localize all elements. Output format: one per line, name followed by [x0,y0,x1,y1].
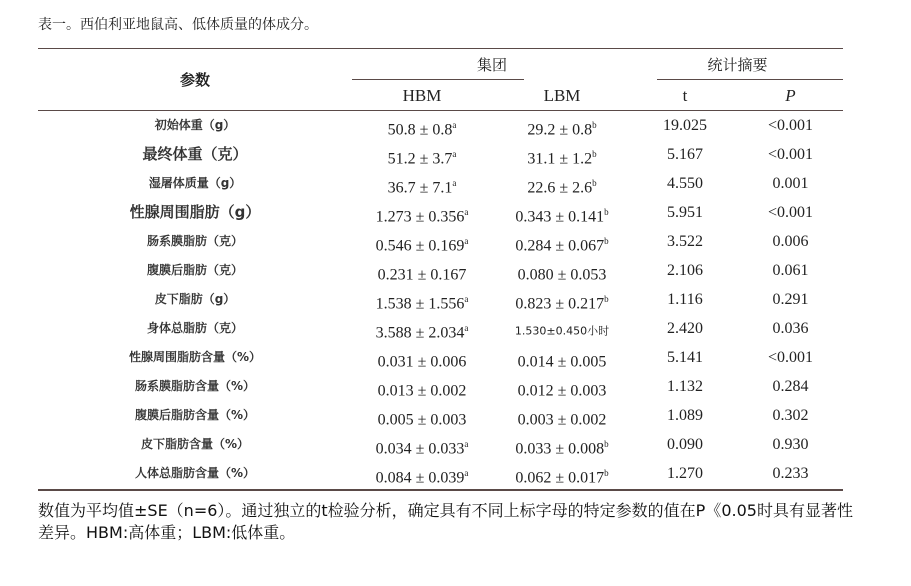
p-cell-text: 0.233 [772,465,809,482]
top-rule [38,48,843,49]
lbm-cell-text: 0.284 ± 0.067 [515,237,605,255]
t-cell [632,430,738,459]
t-cell-text: 2.106 [667,262,703,279]
table-row [38,401,843,430]
superscript: a [464,294,469,304]
superscript: b [604,468,609,478]
p-cell-text: 0.001 [772,175,809,192]
param-cell [38,372,352,401]
lbm-cell-text: 0.343 ± 0.141 [515,208,605,226]
param-cell [38,459,352,488]
p-cell-text: <0.001 [767,349,814,366]
table-row [38,169,843,198]
p-cell-text: <0.001 [767,117,814,134]
superscript: b [604,439,609,449]
footnote: 数值为平均值±SE（n=6）。通过独立的t检验分析，确定具有不同上标字母的特定参数的值在P《0.05时具有显著性差异。HBM:高体重；LBM:低体重。 [38,501,853,542]
t-cell-text: 4.550 [667,175,703,192]
table-row [38,227,843,256]
superscript: b [592,120,597,130]
p-cell-text: 0.284 [772,378,809,395]
group-rule [352,79,524,80]
param-cell-text: 皮下脂肪含量（%） [140,437,250,451]
header-group: 集团 [476,56,507,74]
superscript: b [592,178,597,188]
superscript: b [604,294,609,304]
lbm-cell-text: 0.014 ± 0.005 [517,353,607,371]
p-cell-text: <0.001 [767,146,814,163]
param-cell-text: 肠系膜脂肪（克） [146,234,243,248]
table-row [38,372,843,401]
table-row [38,459,843,488]
hbm-cell-text: 50.8 ± 0.8 [387,121,453,139]
param-cell-text: 皮下脂肪（g） [154,292,236,306]
param-cell-text: 性腺周围脂肪含量（%） [128,350,262,364]
header-p: P [785,86,796,105]
t-cell [632,198,738,227]
t-cell [632,111,738,140]
hbm-cell-text: 1.538 ± 1.556 [375,295,465,313]
t-cell-text: 1.089 [667,407,703,424]
param-cell [38,198,352,227]
p-cell [738,140,843,169]
p-cell-text: 0.036 [772,320,809,337]
param-cell-text: 人体总脂肪含量（%） [134,466,256,480]
p-cell-text: 0.302 [772,407,809,424]
t-cell [632,401,738,430]
hbm-cell-text: 1.273 ± 0.356 [375,208,465,226]
t-cell-text: 1.116 [667,291,703,308]
t-cell-text: 5.167 [667,146,703,163]
t-cell [632,256,738,285]
hbm-cell [352,459,492,492]
t-cell [632,372,738,401]
p-cell [738,169,843,198]
superscript: a [464,323,469,333]
hbm-cell-text: 36.7 ± 7.1 [387,179,453,197]
lbm-cell-text: 0.080 ± 0.053 [517,266,607,284]
param-cell [38,227,352,256]
header-hbm: HBM [402,86,442,105]
header-t: t [682,86,688,105]
lbm-cell [492,459,632,492]
t-cell-text: 5.141 [667,349,703,366]
p-cell-text: 0.291 [772,291,809,308]
t-cell-text: 3.522 [667,233,703,250]
hbm-cell-text: 51.2 ± 3.7 [387,150,453,168]
param-cell [38,343,352,372]
p-cell [738,459,843,488]
header-lbm: LBM [543,86,581,105]
superscript: b [604,207,609,217]
header-stats: 统计摘要 [707,56,768,74]
table-row [38,198,843,227]
p-cell [738,343,843,372]
param-cell-text: 性腺周围脂肪（g） [129,203,261,221]
p-cell [738,430,843,459]
param-cell [38,256,352,285]
lbm-cell-text: 29.2 ± 0.8 [527,121,593,139]
p-cell-text: <0.001 [767,204,814,221]
t-cell [632,343,738,372]
param-cell-text: 最终体重（克） [142,145,248,163]
hbm-cell-text: 0.005 ± 0.003 [377,411,467,429]
t-cell [632,285,738,314]
t-cell-text: 0.090 [667,436,703,453]
param-cell-text: 初始体重（g） [154,118,236,132]
param-cell-text: 腹膜后脂肪含量（%） [134,408,256,422]
t-cell-text: 5.951 [667,204,703,221]
superscript: b [592,149,597,159]
lbm-cell-text: 22.6 ± 2.6 [527,179,593,197]
lbm-cell-text: 0.003 ± 0.002 [517,411,607,429]
lbm-cell-text: 0.823 ± 0.217 [515,295,605,313]
p-cell [738,198,843,227]
superscript: a [464,207,469,217]
p-cell-text: 0.061 [772,262,809,279]
p-cell-text: 0.006 [772,233,809,250]
param-cell [38,314,352,343]
superscript: b [604,236,609,246]
param-cell-text: 腹膜后脂肪（克） [146,263,243,277]
p-cell [738,256,843,285]
param-cell [38,285,352,314]
superscript: a [464,439,469,449]
hbm-cell-text: 0.034 ± 0.033 [375,440,465,458]
hbm-cell-text: 0.084 ± 0.039 [375,469,465,487]
param-cell [38,430,352,459]
param-cell [38,401,352,430]
lbm-cell [492,314,632,346]
param-cell [38,111,352,140]
p-cell [738,285,843,314]
table-row [38,285,843,314]
t-cell [632,314,738,343]
hbm-cell-text: 0.013 ± 0.002 [377,382,467,400]
lbm-cell-text: 31.1 ± 1.2 [527,150,593,168]
table-row [38,314,843,343]
header-param: 参数 [179,71,210,89]
hbm-cell-text: 0.546 ± 0.169 [375,237,465,255]
hbm-cell-text: 0.031 ± 0.006 [377,353,467,371]
hbm-cell-text: 3.588 ± 2.034 [375,324,465,342]
param-cell [38,169,352,198]
stats-rule [657,79,843,80]
param-cell-text: 肠系膜脂肪含量（%） [134,379,256,393]
lbm-cell-text: 0.033 ± 0.008 [515,440,605,458]
p-cell [738,372,843,401]
t-cell-text: 19.025 [663,117,707,134]
lbm-cell-text: 1.530±0.450小时 [514,324,610,338]
superscript: a [452,178,457,188]
table-row [38,256,843,285]
superscript: a [452,149,457,159]
t-cell-text: 2.420 [667,320,703,337]
p-cell-text: 0.930 [772,436,809,453]
superscript: a [464,236,469,246]
table-row [38,140,843,169]
param-cell-text: 身体总脂肪（克） [146,321,243,335]
p-cell [738,111,843,140]
t-cell [632,459,738,488]
t-cell [632,227,738,256]
superscript: a [452,120,457,130]
param-cell [38,140,352,169]
param-cell-text: 湿屠体质量（g） [148,176,242,190]
t-cell [632,169,738,198]
t-cell-text: 1.270 [667,465,703,482]
p-cell [738,227,843,256]
table-row [38,343,843,372]
t-cell [632,140,738,169]
t-cell-text: 1.132 [667,378,703,395]
hbm-cell-text: 0.231 ± 0.167 [377,266,467,284]
table-body [38,111,843,488]
table-row [38,430,843,459]
p-cell [738,401,843,430]
table-caption: 表一。西伯利亚地鼠高、低体质量的体成分。 [38,17,318,33]
p-cell [738,314,843,343]
superscript: a [464,468,469,478]
lbm-cell-text: 0.062 ± 0.017 [515,469,605,487]
table-row [38,111,843,140]
lbm-cell-text: 0.012 ± 0.003 [517,382,607,400]
